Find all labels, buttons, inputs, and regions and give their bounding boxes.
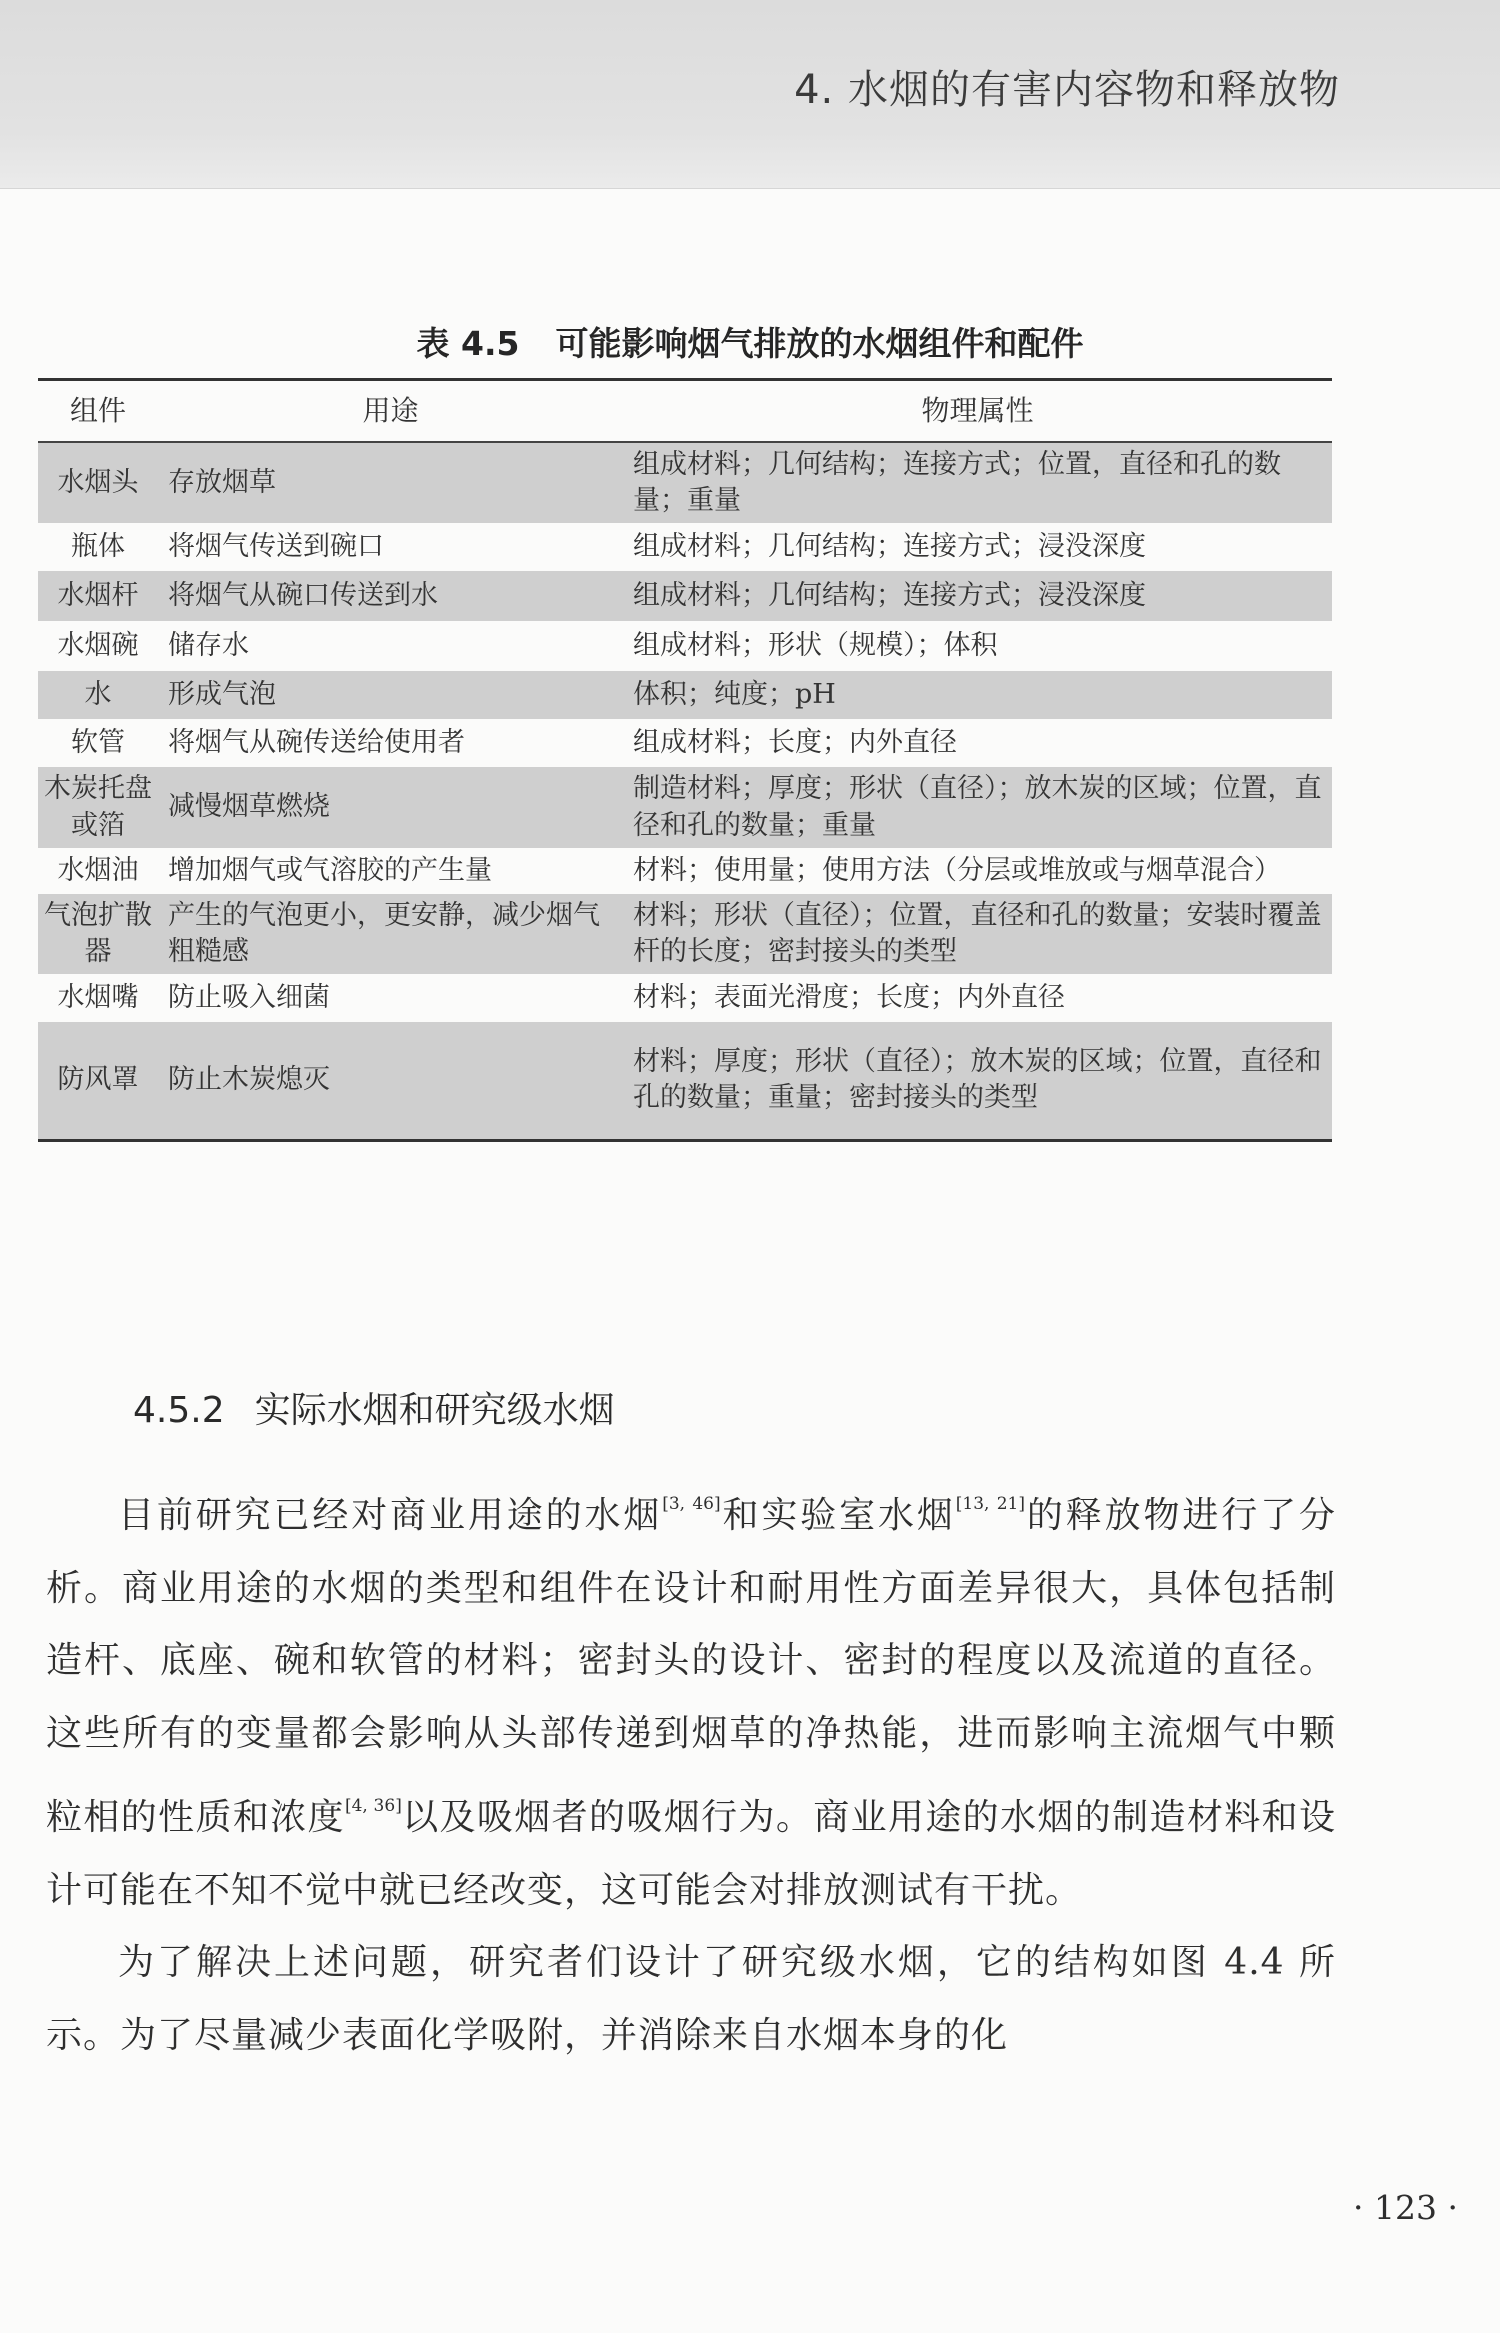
cell-use: 减慢烟草燃烧 [158, 767, 623, 847]
paragraph [46, 1468, 1336, 1927]
table-row [38, 1022, 1332, 1140]
cell-properties: 组成材料；几何结构；连接方式；浸没深度 [633, 531, 1146, 563]
table-title: 可能影响烟气排放的水烟组件和配件 [555, 324, 1084, 363]
table-row [38, 671, 1332, 719]
cell-component: 水烟头 [38, 442, 158, 523]
cell-properties: 体积；纯度；pH [623, 671, 1332, 719]
cell-use: 将烟气从碗口传送到水 [158, 571, 623, 621]
header-properties: 物理属性 [623, 380, 1332, 443]
table-number: 表 4.5 [416, 324, 520, 363]
cell-use: 增加烟气或气溶胶的产生量 [168, 854, 492, 886]
table-body [38, 442, 1332, 1140]
page-number: · 123 · [1353, 2188, 1458, 2227]
cell-use: 防止木炭熄灭 [158, 1022, 623, 1140]
cell-use: 产生的气泡更小，更安静，减少烟气粗糙感 [158, 894, 623, 974]
cell-component: 水烟嘴 [57, 981, 139, 1013]
cell-use: 形成气泡 [158, 671, 623, 719]
section-heading [133, 1382, 615, 1433]
cell-properties: 组成材料；形状（规模）；体积 [633, 630, 998, 662]
table-row [38, 974, 1332, 1022]
cell-use: 防止吸入细菌 [168, 981, 330, 1013]
citation: [3, 46] [662, 1494, 721, 1514]
cell-properties: 组成材料；几何结构；连接方式；位置，直径和孔的数量；重量 [623, 442, 1332, 523]
table-row [38, 848, 1332, 894]
body-text [46, 1468, 1336, 2072]
cell-use: 存放烟草 [158, 442, 623, 523]
paragraph-text: 和实验室水烟 [720, 1495, 956, 1536]
section-number: 4.5.2 [133, 1390, 225, 1431]
cell-component: 防风罩 [38, 1022, 158, 1140]
header-use: 用途 [158, 380, 623, 443]
cell-component: 水 [38, 671, 158, 719]
paragraph-text: 目前研究已经对商业用途的水烟 [118, 1495, 663, 1536]
paragraph [46, 1927, 1336, 2072]
cell-properties: 组成材料；长度；内外直径 [633, 727, 957, 759]
table-row [38, 571, 1332, 621]
table-row [38, 894, 1332, 974]
cell-use: 储存水 [168, 630, 249, 662]
components-table [38, 378, 1332, 1142]
cell-component: 水烟油 [57, 854, 139, 886]
paragraph-text: 的释放物进行了分析。商业用途的水烟的类型和组件在设计和耐用性方面差异很大，具体包括制造杆、底座、碗和软管的材料；密封头的设计、密封的程度以及流道的直径。这些所有的变量都会影响从头部传递到烟草的净热能，进而影响主流烟气中颗粒相的性质和浓度 [46, 1495, 1336, 1838]
cell-component: 气泡扩散器 [38, 894, 158, 974]
table-row [38, 621, 1332, 671]
table-row [38, 767, 1332, 847]
cell-properties: 材料；形状（直径）；位置，直径和孔的数量；安装时覆盖杆的长度；密封接头的类型 [623, 894, 1332, 974]
cell-properties: 材料；表面光滑度；长度；内外直径 [633, 981, 1065, 1013]
section-title: 实际水烟和研究级水烟 [254, 1390, 615, 1431]
header-component: 组件 [38, 380, 158, 443]
cell-component: 水烟碗 [57, 630, 139, 662]
cell-use: 将烟气传送到碗口 [168, 531, 384, 563]
citation: [4, 36] [344, 1796, 402, 1816]
table-row [38, 719, 1332, 767]
cell-use: 将烟气从碗传送给使用者 [168, 727, 465, 759]
cell-component: 木炭托盘或箔 [38, 767, 158, 847]
cell-component: 软管 [71, 727, 125, 759]
table-row [38, 442, 1332, 523]
paragraph-text: 为了解决上述问题，研究者们设计了研究级水烟，它的结构如图 4.4 所示。为了尽量减少表面化学吸附，并消除来自水烟本身的化 [46, 1942, 1336, 2056]
table-header-row [38, 380, 1332, 443]
table-row [38, 523, 1332, 571]
paragraph-text: 以及吸烟者的吸烟行为。商业用途的水烟的制造材料和设计可能在不知不觉中就已经改变，这可能会对排放测试有干扰。 [46, 1797, 1336, 1911]
table-caption [0, 318, 1500, 365]
cell-component: 水烟杆 [38, 571, 158, 621]
cell-properties: 材料；厚度；形状（直径）；放木炭的区域；位置，直径和孔的数量；重量；密封接头的类型 [623, 1022, 1332, 1140]
running-head: 4. 水烟的有害内容物和释放物 [794, 67, 1340, 113]
cell-properties: 材料；使用量；使用方法（分层或堆放或与烟草混合） [633, 854, 1281, 886]
citation: [13, 21] [955, 1494, 1025, 1514]
cell-properties: 组成材料；几何结构；连接方式；浸没深度 [623, 571, 1332, 621]
cell-component: 瓶体 [71, 531, 125, 563]
cell-properties: 制造材料；厚度；形状（直径）；放木炭的区域；位置，直径和孔的数量；重量 [623, 767, 1332, 847]
